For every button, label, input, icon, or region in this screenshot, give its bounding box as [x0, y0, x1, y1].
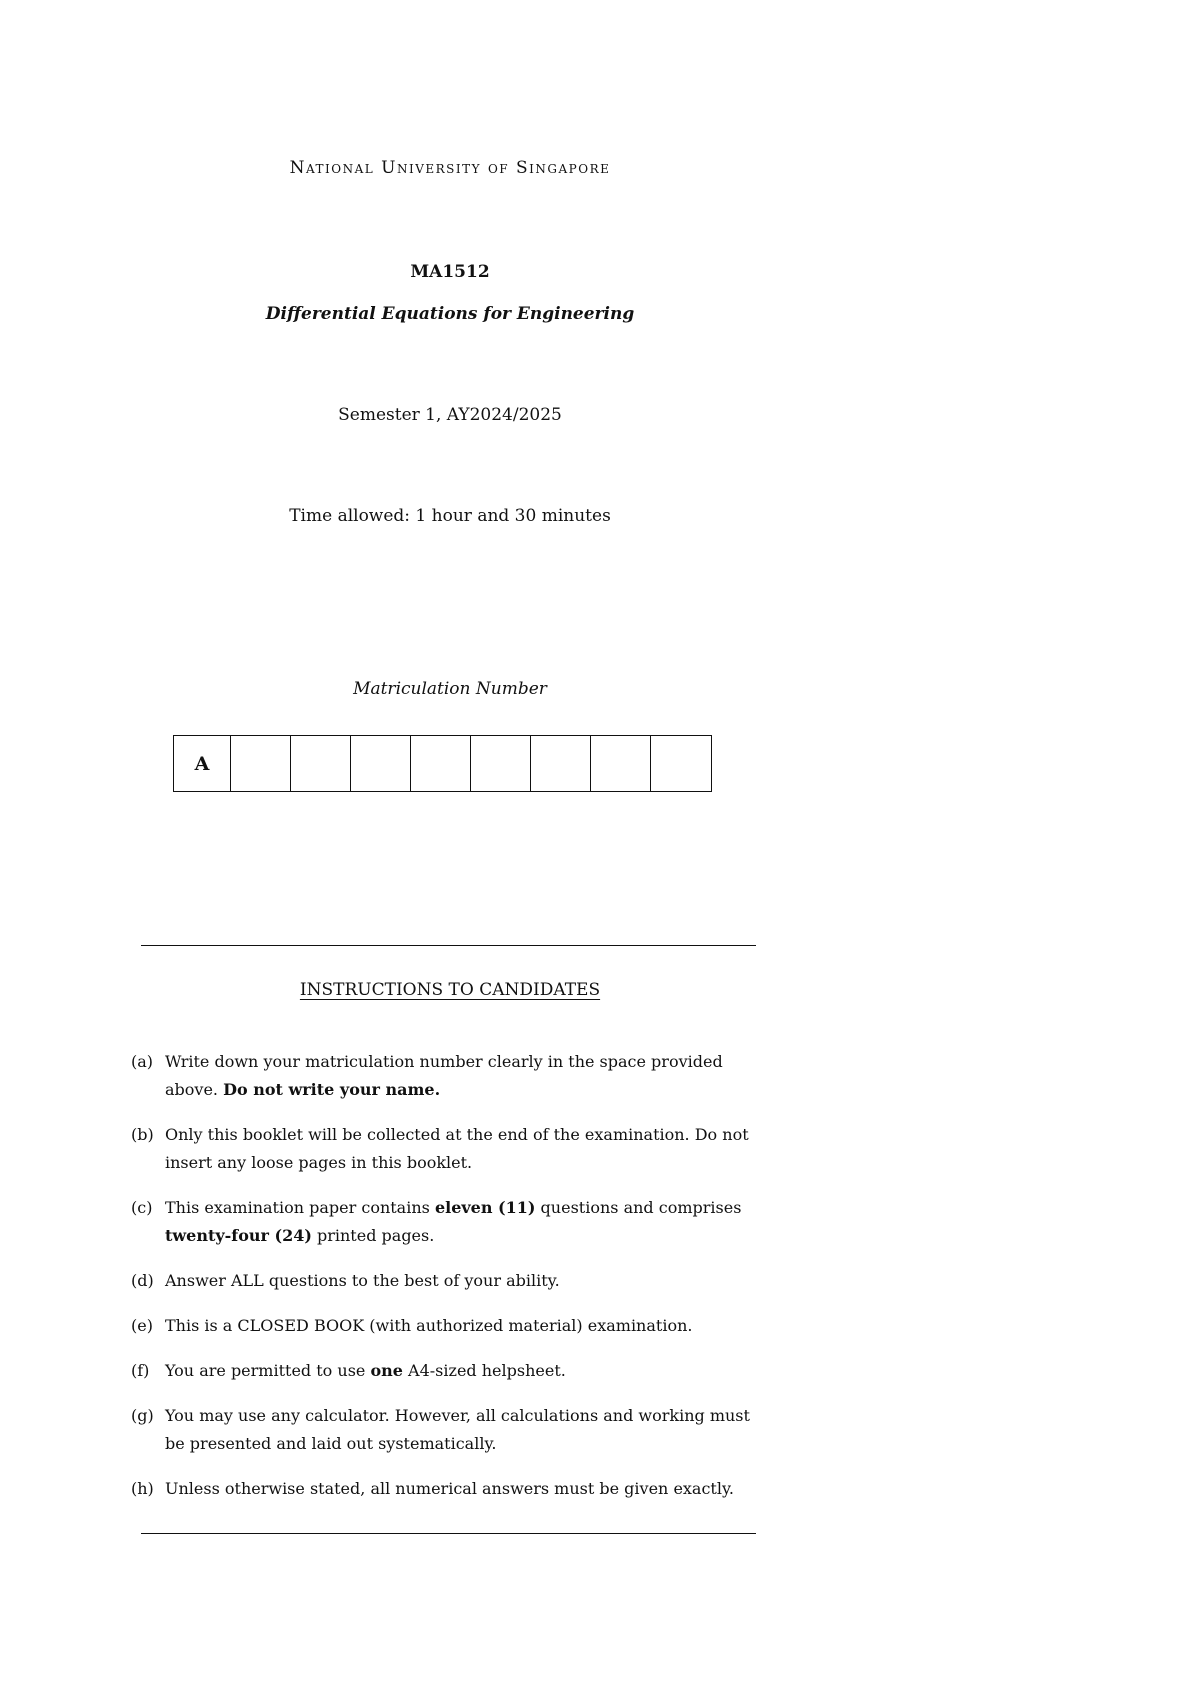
- instruction-marker: (b): [131, 1125, 154, 1144]
- instruction-item: [131, 1475, 751, 1503]
- matriculation-cell[interactable]: [591, 736, 651, 791]
- instruction-emphasis: twenty-four (24): [165, 1226, 312, 1245]
- instruction-emphasis: Do not write your name.: [223, 1080, 441, 1099]
- instruction-fragment: Answer ALL questions to the best of your ability.: [165, 1271, 560, 1290]
- instruction-text: [165, 1267, 751, 1295]
- matriculation-cell[interactable]: [291, 736, 351, 791]
- instruction-item: [131, 1402, 751, 1458]
- course-code: MA1512: [410, 262, 490, 282]
- instructions-title: [0, 980, 900, 1000]
- instruction-emphasis: one: [370, 1361, 403, 1380]
- instruction-fragment: Only this booklet will be collected at the end of the examination. Do not insert any loose pages in this booklet.: [165, 1125, 749, 1172]
- instruction-item: [131, 1048, 751, 1104]
- matriculation-cell[interactable]: [651, 736, 711, 791]
- instruction-fragment: This examination paper contains: [165, 1198, 435, 1217]
- instruction-fragment: printed pages.: [311, 1226, 435, 1245]
- instructions-title-text: INSTRUCTIONS TO CANDIDATES: [299, 980, 601, 1000]
- instruction-item: [131, 1121, 751, 1177]
- instruction-marker: (c): [131, 1198, 153, 1217]
- instruction-marker: (h): [131, 1479, 154, 1498]
- instruction-fragment: You may use any calculator. However, all calculations and working must be presented and laid out systematically.: [165, 1406, 750, 1453]
- instruction-fragment: A4-sized helpsheet.: [402, 1361, 566, 1380]
- instruction-text: [165, 1312, 751, 1340]
- university-name: National University of Singapore: [289, 158, 611, 178]
- instruction-marker: (a): [131, 1052, 154, 1071]
- instructions-list: [131, 1048, 751, 1520]
- instruction-text: [165, 1121, 751, 1177]
- matriculation-cell[interactable]: [411, 736, 471, 791]
- instruction-item: [131, 1312, 751, 1340]
- instruction-fragment: Unless otherwise stated, all numerical answers must be given exactly.: [165, 1479, 734, 1498]
- instruction-text: [165, 1475, 751, 1503]
- time-allowed: Time allowed: 1 hour and 30 minutes: [289, 506, 611, 526]
- instruction-marker: (f): [131, 1361, 150, 1380]
- matriculation-number-grid: [173, 735, 712, 792]
- instruction-fragment: Write down your matriculation number clearly in the space provided above.: [165, 1052, 723, 1099]
- instruction-item: [131, 1267, 751, 1295]
- matriculation-cell[interactable]: [531, 736, 591, 791]
- course-title: Differential Equations for Engineering: [265, 304, 635, 324]
- instruction-marker: (e): [131, 1316, 153, 1335]
- matriculation-cell[interactable]: [471, 736, 531, 791]
- instruction-item: [131, 1357, 751, 1385]
- matriculation-cell[interactable]: [351, 736, 411, 791]
- divider-bottom: [141, 1533, 756, 1534]
- semester: Semester 1, AY2024/2025: [338, 405, 562, 425]
- instruction-item: [131, 1194, 751, 1250]
- instruction-fragment: You are permitted to use: [165, 1361, 371, 1380]
- instruction-text: [165, 1402, 751, 1458]
- matriculation-cell[interactable]: [231, 736, 291, 791]
- instruction-fragment: This is a CLOSED BOOK (with authorized material) examination.: [165, 1316, 693, 1335]
- instruction-fragment: questions and comprises: [535, 1198, 742, 1217]
- instruction-text: [165, 1048, 751, 1104]
- instruction-marker: (g): [131, 1406, 154, 1425]
- divider-top: [141, 945, 756, 946]
- instruction-text: [165, 1357, 751, 1385]
- instruction-emphasis: eleven (11): [434, 1198, 536, 1217]
- matriculation-cell[interactable]: A: [174, 736, 231, 791]
- instruction-marker: (d): [131, 1271, 154, 1290]
- matriculation-label: Matriculation Number: [353, 679, 547, 699]
- instruction-text: [165, 1194, 751, 1250]
